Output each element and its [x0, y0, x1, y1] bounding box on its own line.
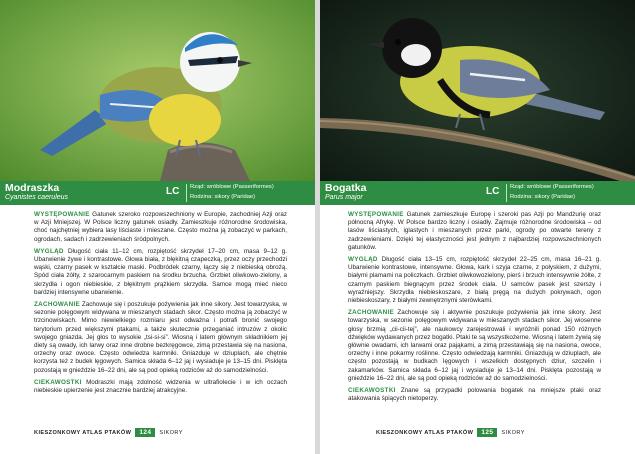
page-number: 124 [135, 428, 155, 437]
section-behaviour [348, 309, 601, 383]
section-keyword: WYGLĄD [348, 256, 378, 264]
species-name: Bogatka [325, 182, 367, 194]
section-keyword: WYSTĘPOWANIE [348, 211, 404, 218]
species-latin-name: Cyanistes caeruleus [5, 194, 69, 201]
page-footer [376, 428, 525, 440]
blue-tit-illustration [0, 0, 315, 181]
species-order: Rząd: wróblowe (Passeriformes) [190, 184, 274, 190]
conservation-status: LC [486, 186, 500, 197]
footer-section: SIKORY [159, 430, 183, 436]
section-text: Znane są przypadki polowania bogatek na mniejsze ptaki oraz atakowania śpiących nietoperzy. [348, 387, 601, 403]
section-appearance [348, 256, 601, 305]
species-header [320, 181, 635, 205]
page-number: 125 [477, 428, 497, 437]
section-behaviour [34, 301, 287, 375]
section-curiosities [348, 387, 601, 403]
section-keyword: WYSTĘPOWANIE [34, 211, 90, 218]
header-divider [186, 184, 187, 202]
section-curiosities [34, 379, 287, 395]
section-text: Długość ciała 11–12 cm, rozpiętość skrzydeł 17–20 cm, masa 9–12 g. Ubarwienie żywe i kontrastowe. Głowa biała, z błękitną czapeczką, przez oczy przechodzi wąski, czarny pasek w kształcie maski. Podbródek czarny, łączy się z niebieską obrożą. Spód ciała żółty, z szarocarnym paskiem na środku brzucha. Grzbiet oliwkowo-zielony, a skrzydła i ogon niebieskie, z błękitnym prążkiem skrzydła. Samce mogą mieć nieco bardziej intensywne ubarwienie. [34, 247, 288, 296]
section-keyword: CIEKAWOSTKI [348, 387, 396, 395]
footer-section: SIKORY [501, 430, 525, 436]
section-text: Długość ciała 13–15 cm, rozpiętość skrzydeł 22–25 cm, masa 16–21 g. Ubarwienie kontrastowe, intensywne. Głowa, kark i szyja czarne, z połyskiem, z dużymi, białymi plamami na policzkach. Grzbiet oliwkowozielony, pierś i brzuch intensywnie żółte, z czarnym paskiem biegnącym przez środek ciała. U samców pasek jest szerszy i wyraźniejszy. Skrzydła niebieskoszare, z białą pręgą na dużych pokrywach, ogon niebieskoszary, z białymi zewnętrznymi sterówkami. [348, 256, 601, 305]
species-description [34, 211, 287, 399]
section-keyword: WYGLĄD [34, 247, 64, 255]
section-keyword: ZACHOWANIE [34, 301, 81, 309]
species-description [348, 211, 601, 407]
left-page [0, 0, 315, 454]
section-occurrence [34, 211, 287, 244]
section-occurrence [348, 211, 601, 252]
section-text: Gatunek zamieszkuje Europę i szeroki pas Azji po Mandżurię oraz północną Afrykę. W Polsce bardzo liczny i osiadły. Zajmuje różnorodne środowiska – od lasów liściastych, iglastych i mieszanych przez parki, ogrody po otwarte tereny z zadrzewieniami. Dzięki tej elastyczności jest jednym z najbardziej rozpowszechnionych gatunków. [348, 211, 601, 251]
blue-tit-photo [0, 0, 315, 181]
great-tit-photo [320, 0, 635, 181]
species-header [0, 181, 315, 205]
species-name: Modraszka [5, 182, 60, 194]
conservation-status: LC [166, 186, 180, 197]
footer-title: KIESZONKOWY ATLAS PTAKÓW [34, 430, 132, 436]
section-text: Modraszki mają zdolność widzenia w ultrafiolecie i w ich oczach niebieskie upierzenie jest znacznie bardziej atrakcyjne. [34, 378, 287, 395]
section-text: Zachowuje się i poszukuje pożywienia jak inne sikory. Jest towarzyska, w sezonie polęgowym widywana w mieszanych stadach sikor. Często można ją zobaczyć w trzcinowiskach. Mimo niewielkiego rozmiaru jest odważna i potrafi bronić swojego terytorium przed większymi ptakami, a także skutecznie przeganiać intruzów z okolic swojego gniazda. Jej głos to wysokie „tsi-si-si”. Wiosną i latem głównym składnikiem jej diety są owady, ich larwy oraz inne drobne bezkręgowce, zimą przestawia się na nasiona, orzechy oraz owoce. Często odwiedza karmniki. Gniazduje w dziuplach, ale chętnie korzysta też z budek lęgowych. Samica składa 6–12 jaj i wysiaduje je 13–15 dni. Pisklęta pozostają w gnieździe 16–22 dni, ale są pod opieką rodziców aż do samodzielności. [34, 301, 288, 374]
right-page [320, 0, 635, 454]
section-keyword: CIEKAWOSTKI [34, 378, 82, 386]
species-latin-name: Parus major [325, 194, 363, 201]
header-divider [506, 184, 507, 202]
section-text: Zachowuje się i aktywnie poszukuje pożywienia jak inne sikory. Jest towarzyska, w sezonie polęgowym widywana w mieszanych stadach sikor. Jej wiosenne głosy brzmią „cii-cii-tej”, ale naukowcy zarejestrowali i wyróżnili ponad 150 różnych dźwięków wydawanych przez bogatki. Ptaki te są wszystkożerne. Wiosną i latem żywią się głównie owadami, ich larwami oraz pająkami, a zimą przestawiają się na nasiona, owoce, orzechy i inne pokarmy roślinne. Często odwiedzają karmniki. Gniazdują w dziuplach, ale często pozostają w budkach lęgowych i wszelkich dostępnych dziur, szczelin i zakamarków. Samica składa 6–12 jaj i wysiaduje je 13–14 dni. Pisklęta pozostają w gnieździe 16–22 dni, ale są pod opieką rodziców aż do samodzielności. [348, 309, 601, 382]
footer-title: KIESZONKOWY ATLAS PTAKÓW [376, 430, 474, 436]
species-order: Rząd: wróblowe (Passeriformes) [510, 184, 594, 190]
species-family: Rodzina: sikory (Paridae) [190, 194, 256, 200]
section-keyword: ZACHOWANIE [348, 309, 395, 317]
section-text: Gatunek szeroko rozpowszechniony w Europie, zachodniej Azji oraz w Azji Mniejszej. W Polsce liczny gatunek osiadły. Zamieszkuje różnorodne środowiska, choć najchętniej wybiera lasy liściaste i mieszane. Często można ją zobaczyć w parkach, ogrodach, sadach i zadrzewieniach śródpolnych. [34, 211, 287, 243]
great-tit-illustration [320, 0, 635, 181]
section-appearance [34, 248, 287, 297]
page-footer [34, 428, 183, 440]
species-family: Rodzina: sikory (Paridae) [510, 194, 576, 200]
